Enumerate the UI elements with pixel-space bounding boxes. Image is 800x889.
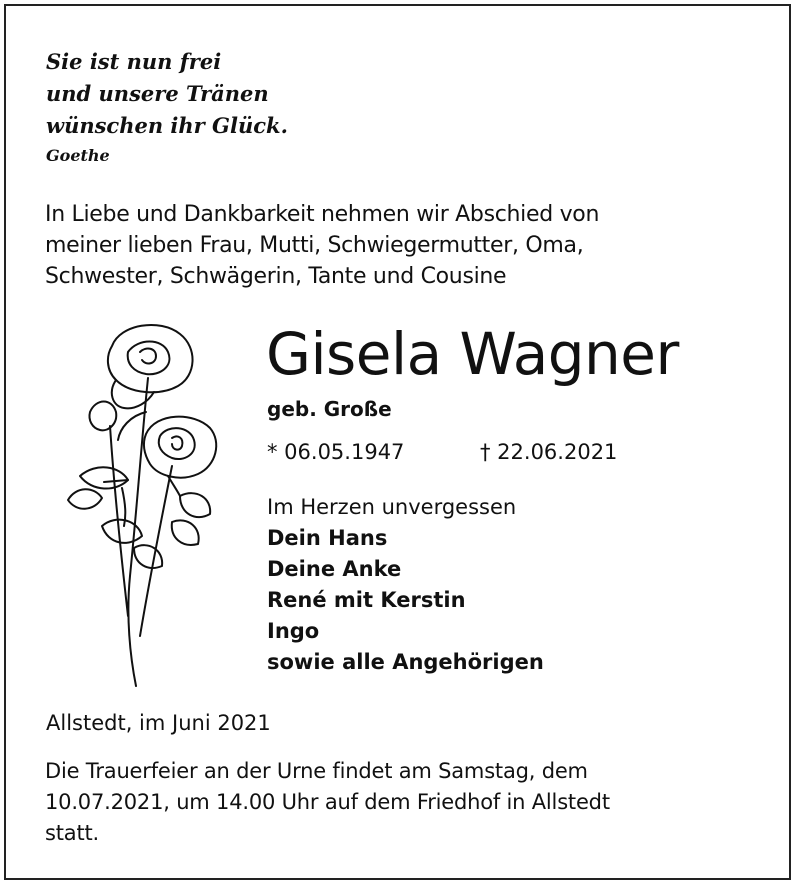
mourner-name: Ingo [267,619,320,643]
service-info [45,756,610,849]
mourner-name: Deine Anke [267,557,402,581]
quote-author: Goethe [46,146,110,165]
service-line: statt. [45,821,99,845]
deceased-name: Gisela Wagner [266,320,679,388]
quote-line: und unsere Tränen [46,81,269,106]
service-line: Die Trauerfeier an der Urne findet am Samstag, dem [45,759,588,783]
signoff-block [267,492,544,678]
intro-line: Schwester, Schwägerin, Tante und Cousine [45,264,507,289]
quote-line: wünschen ihr Glück. [46,113,288,138]
service-line: 10.07.2021, um 14.00 Uhr auf dem Friedhof in Allstedt [45,790,610,814]
intro-text [45,199,599,292]
signoff-lead: Im Herzen unvergessen [267,495,517,519]
intro-line: In Liebe und Dankbarkeit nehmen wir Abschied von [45,202,600,227]
mourner-name: sowie alle Angehörigen [267,650,544,674]
death-date: † 22.06.2021 [480,440,618,464]
mourner-name: René mit Kerstin [267,588,466,612]
maiden-name: geb. Große [267,397,392,421]
mourner-name: Dein Hans [267,526,388,550]
quote-line: Sie ist nun frei [46,49,222,74]
intro-line: meiner lieben Frau, Mutti, Schwiegermutter, Oma, [45,233,584,258]
quote-block [46,46,288,142]
place-date: Allstedt, im Juni 2021 [46,711,271,735]
rose-icon [50,316,220,688]
birth-date: * 06.05.1947 [267,440,405,464]
